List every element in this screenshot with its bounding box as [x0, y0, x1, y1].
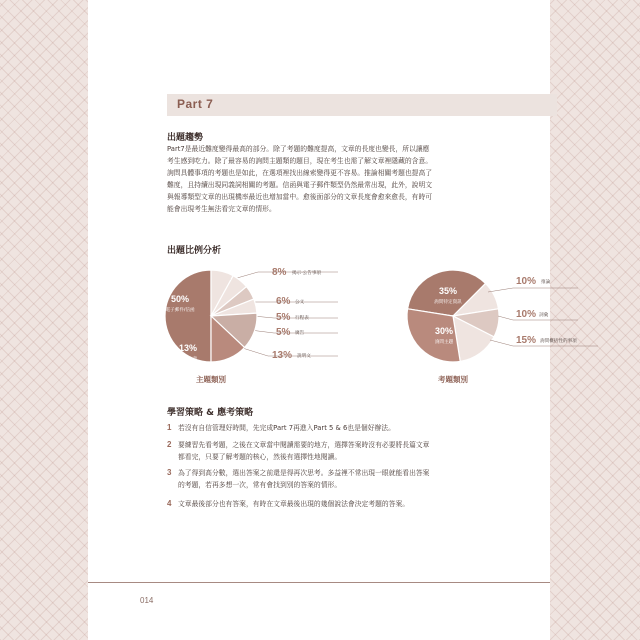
trends-paragraph: [167, 143, 467, 216]
trends-line: 難度，且持續出現同義詞相關的考題。信函與電子郵件類型仍然最常出現，此外，說明文: [167, 181, 433, 190]
trends-line: 詢問具體事項的考題也是如此，在選項裡找出線索變得更不容易。推論相關考題也提高了: [167, 169, 433, 178]
part-title: Part 7: [177, 97, 214, 111]
slice-name-label: 廣告: [295, 331, 305, 336]
slice-name-label: 揭示‧公告事項: [292, 271, 322, 276]
slice-value-label: 6%: [276, 296, 291, 307]
trends-line: Part7是最近難度變得最高的部分。除了考題的難度提高，文章的長度也變長，所以讓應: [167, 145, 430, 153]
pie-charts: [158, 258, 577, 388]
strategy-line: 若沒有自信管理好時間，先完成Part 7再進入Part 5 & 6也是個好辦法。: [178, 424, 395, 432]
leader-line: [488, 288, 578, 292]
slice-name-label: 電子郵件/信函: [165, 308, 195, 313]
slice-name-label: 詢問特定資訊: [434, 300, 462, 305]
leader-line: [498, 316, 578, 320]
slice-value-label: 35%: [438, 286, 458, 296]
strategy-line: 要練習先看考題，之後在文章當中閱讀需要的地方，選擇答案時沒有必要將長篇文章: [178, 441, 430, 449]
slice-name-label: 行程表: [295, 316, 309, 321]
strategy-line: 為了得到高分數，選出答案之前還是得再次思考。多益裡不常出現一眼就能看出答案: [178, 469, 430, 477]
strategy-heading: 學習策略 & 應考策略: [167, 408, 254, 418]
strategy-line: 文章最後部分也有答案，有時在文章最後出現的幾個說法會決定考題的答案。: [178, 500, 410, 508]
slice-value-label: 8%: [272, 267, 287, 278]
strategy-line: 都看完，只要了解考題的核心，然後有選擇性地閱讀。: [178, 453, 342, 461]
book-page: [88, 0, 577, 640]
slice-name-label: 詢問主題: [434, 340, 454, 345]
page-number: 014: [140, 596, 154, 605]
strategy-number: 3: [167, 468, 172, 477]
trends-line: 與報導類型文章的出現機率最近也增加當中。愈後面部分的文章長度會愈來愈長，有時可: [167, 193, 433, 202]
slice-name-label: 推論: [541, 280, 551, 285]
pie-chart-topic: [165, 267, 338, 384]
slice-name-label: 報導文章: [178, 357, 198, 362]
part-header-bar: [167, 94, 557, 116]
slice-name-label: 詞彙: [539, 313, 549, 318]
analysis-heading: 出題比例分析: [167, 246, 222, 256]
slice-value-label: 5%: [276, 327, 291, 338]
leader-line: [250, 330, 338, 333]
slice-value-label: 5%: [276, 312, 291, 323]
strategy-line: 的考題，若再多想一次，常有會找到別的答案的情形。: [178, 481, 342, 489]
slice-value-label: 13%: [178, 343, 198, 353]
trends-line: 考生感到吃力。除了最容易的詢問主題類的題目，現在考生也需了解文章裡隱藏的含意。: [167, 157, 433, 166]
trends-heading: 出題趨勢: [167, 133, 204, 143]
slice-name-label: 說明文: [297, 354, 311, 359]
footer-rule: [88, 582, 550, 583]
slice-value-label: 15%: [516, 335, 537, 346]
slice-name-label: 詢問概括性的事項: [540, 339, 577, 344]
slice-value-label: 10%: [516, 309, 537, 320]
slice-name-label: 公文: [295, 300, 305, 305]
slice-value-label: 13%: [272, 350, 293, 361]
slice-value-label: 30%: [434, 326, 454, 336]
slice-value-label: 10%: [516, 276, 537, 287]
strategy-number: 4: [167, 499, 172, 508]
pie-chart-question: [407, 270, 598, 384]
slice-value-label: 50%: [170, 294, 190, 304]
chart-title: 主題類別: [196, 375, 226, 384]
chart-title: 考題類別: [438, 375, 468, 384]
trends-line: 能會出現考生無法看完文章的情形。: [167, 205, 276, 214]
strategy-number: 2: [167, 440, 172, 449]
strategy-number: 1: [167, 423, 172, 432]
